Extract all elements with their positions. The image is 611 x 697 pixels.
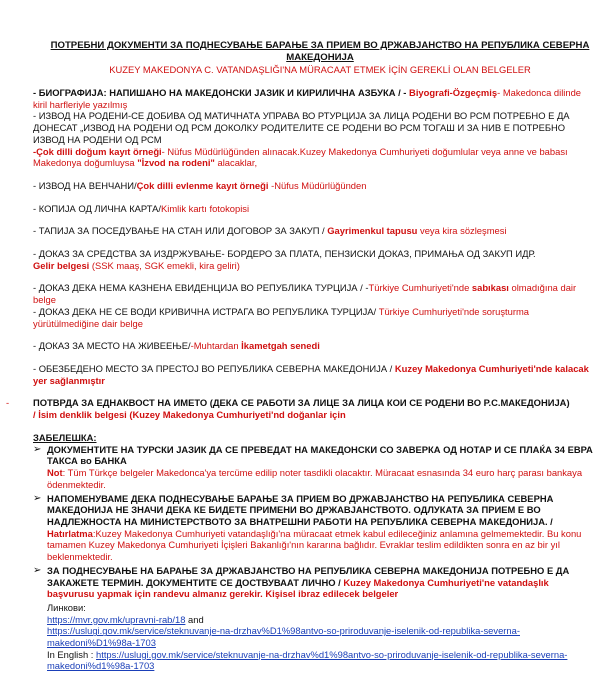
id-card-tr: Kimlik kartı fotokopisi: [161, 202, 250, 214]
name-equivalence-tr-bold: / İsim denklik belgesi (Kuzey Makedonya Cumhuriyeti'nd doğanlar için: [33, 409, 346, 421]
note-reminder: [33, 493, 597, 563]
residence-item: [33, 340, 597, 352]
document-title-turkish: KUZEY MAKEDONYA C. VATANDAŞLIĞI'NA MÜRACAAT ETMEK İÇİN GEREKLİ OLAN BELGELER: [109, 64, 531, 75]
funds-item: [33, 248, 597, 271]
residence-tr-bold: İkametgah senedi: [241, 340, 320, 352]
name-equivalence-item: - ПОТВРДА ЗА ЕДНАКВОСТ НА ИМЕТО (ДЕКА СЕ РАБОТИ ЗА ЛИЦЕ ЗА ЛИЦА КОИ СЕ РОДЕНИ ВО Р.С.МАКЕДОНИЈА) / İsim denklik belgesi (Kuzey Makedonya Cumhuriyeti'nd doğanlar için: [6, 397, 570, 421]
deed-mk: - ТАПИЈА ЗА ПОСЕДУВАЊЕ НА СТАН ИЛИ ДОГОВОР ЗА ЗАКУП /: [33, 225, 328, 237]
marriage-tr-bold: Çok dilli evlenme kayıt örneği: [136, 179, 269, 191]
id-card-mk: - КОПИЈА ОД ЛИЧНА КАРТА/: [33, 202, 162, 214]
biography-tr-bold: Biyografi-Özgeçmiş: [409, 87, 498, 98]
links-english-row: [47, 649, 597, 672]
note-translation-mk: ДОКУМЕНТИТЕ НА ТУРСКИ ЈАЗИК ДА СЕ ПРЕВЕДАТ НА МАКЕДОНСКИ СО ЗАВЕРКА ОД НОТАР И СЕ ПЛАЌА 34 ЕВРА ТАКСА во БАНКА: [47, 443, 593, 467]
note-translation: [33, 444, 597, 491]
biography-item: [33, 87, 597, 110]
deed-tr-bold: Gayrimenkul tapusu: [327, 225, 418, 237]
investigation-item: [33, 306, 597, 329]
links-label: Линкови:: [47, 601, 86, 613]
criminal-record-tr: Türkiye Cumhuriyeti'nde: [368, 282, 472, 294]
funds-tr: (SSK maaş, SGK emekli, kira geliri): [89, 259, 240, 271]
links-and: and: [185, 613, 204, 625]
link-uslugi[interactable]: https://uslugi.gov.mk/service/steknuvanje-na-drzhav%D1%98antvo-so-priroduvanje-iselenik-od-republika-severna-makedoni%D1%98a-1703: [47, 625, 520, 649]
birth-certificate-tr-bold2: "İzvod na rodeni": [137, 157, 215, 169]
note-appointment-tr-bold: Kuzey Makedonya Cumhuriyeti'ne vatandaşlık başvurusu yapmak için randevu almanız gerekir. Kişisel ibraz edilecek belgeler: [47, 576, 549, 600]
note-reminder-mk: НАПОМЕНУВАМЕ ДЕКА ПОДНЕСУВАЊЕ БАРАЊЕ ЗА ПРИЕМ ВО ДРЖАВЈАНСТВО НА РЕПУБЛИКА СЕВЕРНА МАКЕДОНИЈА НЕ ЗНАЧИ ДЕКА КЕ БИДЕТЕ ПРИМЕНИ ВО ДРЖАВЈАНСТВОТО. ОДЛУКАТА ЗА ПРИЕМ Е ВО НАДЛЕЖНОСТА НА МИНИСТЕРСТВОТО ЗА ВНАТРЕШНИ РАБОТИ НА РЕПУБЛИКА СЕВЕРНА МАКЕДОНИЈА. /: [47, 492, 554, 527]
birth-certificate-item: [33, 110, 597, 169]
note-reminder-tr: :Kuzey Makedonya Cumhuriyeti vatandaşlığı'na müracaat etmek kabul edileceğiniz anlamına gelmemektedir. Bu konu tamamen Kuzey Makedonya Cumhuriyeti İçişleri Bakanlığı'nın kararına bağlıdır. Evraklar teslim edildikten sonra en az bir yıl beklenmektedir.: [47, 527, 582, 563]
funds-tr-bold: Gelir belgesi: [33, 259, 90, 271]
residence-tr: -Muhtardan: [190, 340, 242, 352]
id-card-item: [33, 203, 597, 215]
english-label: In English :: [47, 648, 96, 660]
criminal-record-tr2: olmadığına dair belge: [33, 282, 577, 306]
marriage-tr: -Nüfus Müdürlüğünden: [268, 179, 367, 191]
note-appointment: [33, 565, 597, 600]
arrow-bullet-icon: ➢: [33, 492, 42, 504]
note-translation-tr-label: Not: [47, 467, 63, 479]
link-uslugi-english[interactable]: https://uslugi.gov.mk/service/steknuvanje-na-drzhav%d1%98antvo-so-priroduvanje-iselenik-od-republika-severna-makedoni%d1%98a-1703: [47, 648, 568, 672]
link-mvr[interactable]: https://mvr.gov.mk/upravni-rab/18: [47, 613, 186, 625]
arrow-bullet-icon: ➢: [33, 443, 42, 455]
note-reminder-tr-label: Hatırlatma: [47, 527, 93, 539]
accommodation-tr-bold: Kuzey Makedonya Cumhuriyeti'nde kalacak yer sağlanmıştır: [33, 362, 589, 386]
investigation-tr: Türkiye Cumhuriyeti'nde soruşturma yürütülmediğine dair belge: [33, 305, 530, 329]
birth-certificate-tr-end: alacaklar,: [214, 157, 258, 169]
document-title: ПОТРЕБНИ ДОКУМЕНТИ ЗА ПОДНЕСУВАЊЕ БАРАЊЕ ЗА ПРИЕМ ВО ДРЖАВЈАНСТВО НА РЕПУБЛИКА СЕВЕРНА МАКЕДОНИЈА: [50, 40, 590, 63]
criminal-record-item: [33, 282, 597, 305]
deed-item: [33, 225, 597, 237]
birth-certificate-mk: - ИЗВОД НА РОДЕНИ-СЕ ДОБИВА ОД МАТИЧНАТА УПРАВА ВО РТУРЦИЈА ЗА ЛИЦА РОДЕНИ ВО РСМ ПОТРЕБНО Е ДА ДОНЕСАТ „ИЗВОД НА РОДЕНИ ОД РСМ ДОКОЛКУ РОДИТЕЛИТЕ СЕ РОДЕНИ ВО РСМ ТОГАШ И ЗА НИВ Е ПОТРЕБНО ИЗВОД НА РОДЕНИ ОД РСМ: [33, 110, 570, 145]
links-row-1: [47, 614, 597, 626]
investigation-mk: - ДОКАЗ ДЕКА НЕ СЕ ВОДИ КРИВИЧНА ИСТРАГА ВО РЕПУБЛИКА ТУРЦИЈА/: [33, 305, 379, 317]
note-appointment-mk: ЗА ПОДНЕСУВАЊЕ НА БАРАЊЕ ЗА ДРЖАВЈАНСТВО НА РЕПУБЛИКА СЕВЕРНА МАКЕДОНИЈА ПОТРЕБНО Е ДА ЗАКАЖЕТЕ ТЕРМИН. ДОКУМЕНТИТЕ СЕ ДОСТВУВААТ ЛИЧНО /: [47, 564, 570, 588]
deed-tr: veya kira sözleşmesi: [417, 225, 507, 237]
accommodation-item: [33, 363, 597, 386]
marriage-mk: - ИЗВОД НА ВЕНЧАНИ/: [33, 179, 137, 191]
biography-tr: - Makedonca dilinde kiril harfleriyle yazılmış: [33, 87, 581, 110]
arrow-bullet-icon: ➢: [33, 564, 42, 576]
marriage-certificate-item: [33, 180, 597, 192]
residence-mk: - ДОКАЗ ЗА МЕСТО НА ЖИВЕЕЊЕ/: [33, 340, 191, 352]
name-equivalence-mk: ПОТВРДА ЗА ЕДНАКВОСТ НА ИМЕТО (ДЕКА СЕ РАБОТИ ЗА ЛИЦЕ ЗА ЛИЦА КОИ СЕ РОДЕНИ ВО Р.С.МАКЕДОНИЈА): [33, 397, 570, 409]
criminal-record-mk: - ДОКАЗ ДЕКА НЕМА КАЗНЕНА ЕВИДЕНЦИЈА ВО РЕПУБЛИКА ТУРЦИЈА / -: [33, 282, 369, 294]
birth-certificate-tr-bold: -Çok dilli doğum kayıt örneği: [33, 145, 162, 157]
accommodation-mk: - ОБЕЗБЕДЕНО МЕСТО ЗА ПРЕСТОЈ ВО РЕПУБЛИКА СЕВЕРНА МАКЕДОНИЈА /: [33, 362, 395, 374]
biography-mk: - БИОГРАФИЈА: НАПИШАНО НА МАКЕДОНСКИ ЈАЗИК И КИРИЛИЧНА АЗБУКА / -: [33, 87, 410, 98]
birth-certificate-tr: - Nüfus Müdürlüğünden alınacak.Kuzey Makedonya Cumhuriyeti doğumlular veya anne ve babası Makedonya doğumluysa: [33, 145, 568, 169]
note-translation-tr: : Tüm Türkçe belgeler Makedonca'ya tercüme edilip noter tasdikli olacaktır. Müracaat esnasında 34 euro harç parası bankaya ödenmektedir.: [47, 467, 583, 490]
notes-heading: ЗАБЕЛЕШКА:: [33, 431, 97, 443]
criminal-record-tr-bold: sabıkası: [471, 282, 509, 294]
links-block: [33, 602, 597, 672]
funds-mk: - ДОКАЗ ЗА СРЕДСТВА ЗА ИЗДРЖУВАЊЕ- БОРДЕРО ЗА ПЛАТА, ПЕНЗИСКИ ДОКАЗ, ПРИМАЊА ОД ЗАКУП ИДР.: [33, 248, 536, 260]
